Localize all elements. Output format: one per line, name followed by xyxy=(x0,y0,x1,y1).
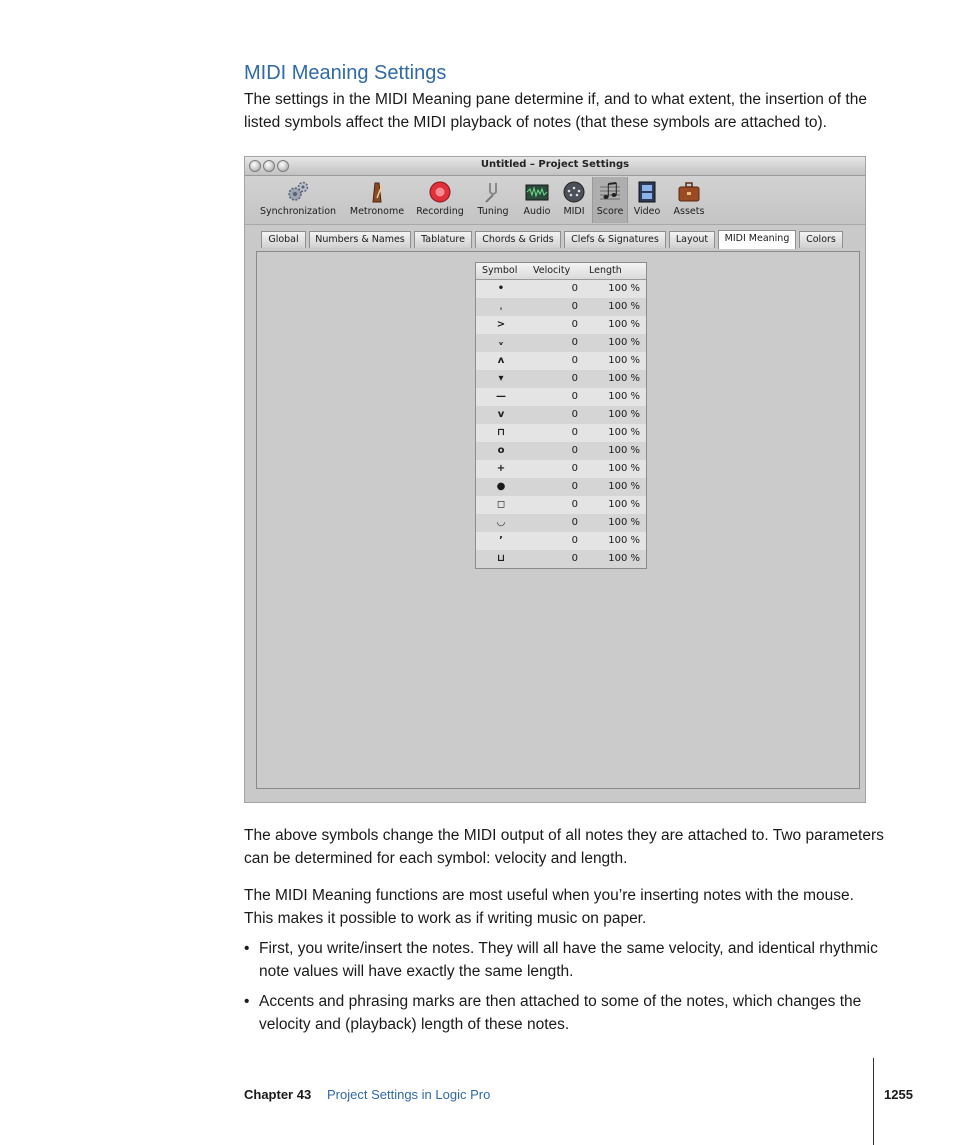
bullet-item xyxy=(244,990,879,1036)
toolbar-label: Recording xyxy=(416,206,464,217)
toolbar-audio[interactable] xyxy=(518,177,556,223)
midi-port-icon xyxy=(562,180,586,204)
score-notes-icon xyxy=(598,180,622,204)
symbol-cell: ᵥ xyxy=(498,337,504,348)
tab-global[interactable]: Global xyxy=(261,231,306,248)
bullet-text: First, you write/insert the notes. They will all have the same velocity, and identical rhythmic note values will have exactly the same length. xyxy=(259,940,878,980)
length-cell[interactable]: 100 % xyxy=(608,373,640,384)
length-cell[interactable]: 100 % xyxy=(608,283,640,294)
tab-clefs-signatures[interactable]: Clefs & Signatures xyxy=(564,231,666,248)
velocity-cell[interactable]: 0 xyxy=(571,319,578,330)
toolbar-midi[interactable] xyxy=(557,177,591,223)
table-row[interactable] xyxy=(476,460,646,478)
toolbar-assets[interactable] xyxy=(668,177,710,223)
table-row[interactable] xyxy=(476,514,646,532)
toolbar-label: Synchronization xyxy=(259,206,337,217)
table-row[interactable] xyxy=(476,280,646,298)
table-row[interactable] xyxy=(476,316,646,334)
length-cell[interactable]: 100 % xyxy=(608,481,640,492)
table-row[interactable] xyxy=(476,370,646,388)
table-row[interactable] xyxy=(476,496,646,514)
length-cell[interactable]: 100 % xyxy=(608,319,640,330)
table-row[interactable] xyxy=(476,478,646,496)
bullet-text: Accents and phrasing marks are then attached to some of the notes, which changes the velocity and (playback) length of these notes. xyxy=(259,993,862,1033)
symbol-cell: ⊔ xyxy=(497,553,505,564)
velocity-cell[interactable]: 0 xyxy=(571,391,578,402)
table-row[interactable] xyxy=(476,352,646,370)
length-cell[interactable]: 100 % xyxy=(608,391,640,402)
velocity-cell[interactable]: 0 xyxy=(571,553,578,564)
symbol-cell: + xyxy=(496,463,506,474)
waveform-icon xyxy=(525,180,549,204)
symbol-cell: ˌ xyxy=(499,301,503,312)
table-row[interactable] xyxy=(476,442,646,460)
length-cell[interactable]: 100 % xyxy=(608,337,640,348)
length-cell[interactable]: 100 % xyxy=(608,517,640,528)
bullet-marker: • xyxy=(244,940,250,957)
table-row[interactable] xyxy=(476,298,646,316)
toolbar-label: Assets xyxy=(673,206,705,217)
velocity-cell[interactable]: 0 xyxy=(571,301,578,312)
tab-numbers-names[interactable]: Numbers & Names xyxy=(309,231,411,248)
table-body xyxy=(476,280,646,568)
midi-meaning-table xyxy=(475,262,647,569)
body-paragraph-2: The MIDI Meaning functions are most useful when you’re inserting notes with the mouse. This makes it possible to work as if writing music on paper. xyxy=(244,887,854,927)
symbol-cell: > xyxy=(496,319,506,330)
velocity-cell[interactable]: 0 xyxy=(571,445,578,456)
midi-meaning-panel xyxy=(256,251,860,789)
header-velocity[interactable]: Velocity xyxy=(533,265,571,276)
velocity-cell[interactable]: 0 xyxy=(571,463,578,474)
footer-chapter: Chapter 43 xyxy=(244,1087,312,1102)
toolbar-label: Tuning xyxy=(477,206,509,217)
table-row[interactable] xyxy=(476,334,646,352)
bullet-marker: • xyxy=(244,993,250,1010)
length-cell[interactable]: 100 % xyxy=(608,535,640,546)
velocity-cell[interactable]: 0 xyxy=(571,499,578,510)
velocity-cell[interactable]: 0 xyxy=(571,373,578,384)
project-settings-window xyxy=(244,156,866,803)
toolbar-label: MIDI xyxy=(563,206,585,217)
film-icon xyxy=(635,180,659,204)
table-row[interactable] xyxy=(476,532,646,550)
length-cell[interactable]: 100 % xyxy=(608,427,640,438)
symbol-cell: ▾ xyxy=(498,373,504,384)
tab-tablature[interactable]: Tablature xyxy=(414,231,472,248)
toolbar-synchronization[interactable] xyxy=(255,177,341,223)
velocity-cell[interactable]: 0 xyxy=(571,427,578,438)
symbol-cell: v xyxy=(497,409,505,420)
symbol-cell: • xyxy=(497,283,505,294)
toolbar-metronome[interactable] xyxy=(345,177,409,223)
header-length[interactable]: Length xyxy=(589,265,622,276)
velocity-cell[interactable]: 0 xyxy=(571,481,578,492)
tab-chords-grids[interactable]: Chords & Grids xyxy=(475,231,561,248)
symbol-cell: ⊓ xyxy=(497,427,505,438)
title-bar[interactable] xyxy=(245,157,865,176)
toolbar-score[interactable] xyxy=(592,177,628,223)
intro-paragraph: The settings in the MIDI Meaning pane determine if, and to what extent, the insertion of the listed symbols affect the MIDI playback of notes (that these symbols are attached to). xyxy=(244,91,867,131)
velocity-cell[interactable]: 0 xyxy=(571,409,578,420)
toolbar-label: Score xyxy=(596,206,624,217)
length-cell[interactable]: 100 % xyxy=(608,553,640,564)
length-cell[interactable]: 100 % xyxy=(608,409,640,420)
symbol-cell: ᴧ xyxy=(497,355,505,366)
header-symbol[interactable]: Symbol xyxy=(482,265,518,276)
symbol-cell: ʼ xyxy=(499,535,503,546)
velocity-cell[interactable]: 0 xyxy=(571,535,578,546)
velocity-cell[interactable]: 0 xyxy=(571,283,578,294)
table-row[interactable] xyxy=(476,424,646,442)
toolbar-tuning[interactable] xyxy=(471,177,515,223)
table-row[interactable] xyxy=(476,388,646,406)
length-cell[interactable]: 100 % xyxy=(608,301,640,312)
metronome-icon xyxy=(365,180,389,204)
table-row[interactable] xyxy=(476,406,646,424)
velocity-cell[interactable]: 0 xyxy=(571,355,578,366)
toolbar-recording[interactable] xyxy=(412,177,468,223)
table-row[interactable] xyxy=(476,550,646,568)
toolbar-label: Audio xyxy=(523,206,551,217)
section-heading: MIDI Meaning Settings xyxy=(244,62,447,84)
symbol-cell: ● xyxy=(496,481,506,492)
tab-colors[interactable]: Colors xyxy=(799,231,843,248)
settings-toolbar xyxy=(245,176,865,225)
length-cell[interactable]: 100 % xyxy=(608,463,640,474)
briefcase-icon xyxy=(677,180,701,204)
tuning-fork-icon xyxy=(481,180,505,204)
footer-divider xyxy=(873,1058,874,1145)
symbol-cell: — xyxy=(496,391,506,402)
symbol-cell: ◡ xyxy=(497,517,505,528)
window-title: Untitled – Project Settings xyxy=(480,159,630,170)
body-paragraph-1: The above symbols change the MIDI output of all notes they are attached to. Two parameters can be determined for each symbol: velocity and length. xyxy=(244,827,884,867)
table-header xyxy=(476,263,646,280)
length-cell[interactable]: 100 % xyxy=(608,355,640,366)
length-cell[interactable]: 100 % xyxy=(608,445,640,456)
record-icon xyxy=(428,180,452,204)
toolbar-video[interactable] xyxy=(629,177,665,223)
symbol-cell: o xyxy=(497,445,505,456)
tab-layout[interactable]: Layout xyxy=(669,231,715,248)
tab-midi-meaning[interactable]: MIDI Meaning xyxy=(718,230,796,249)
toolbar-label: Metronome xyxy=(349,206,405,217)
length-cell[interactable]: 100 % xyxy=(608,499,640,510)
footer-chapter-title[interactable]: Project Settings in Logic Pro xyxy=(327,1087,491,1102)
velocity-cell[interactable]: 0 xyxy=(571,337,578,348)
gears-icon xyxy=(284,180,312,204)
toolbar-label: Video xyxy=(633,206,661,217)
velocity-cell[interactable]: 0 xyxy=(571,517,578,528)
page-number: 1255 xyxy=(884,1087,913,1102)
symbol-cell: ◻ xyxy=(496,499,506,510)
bullet-item xyxy=(244,937,879,983)
